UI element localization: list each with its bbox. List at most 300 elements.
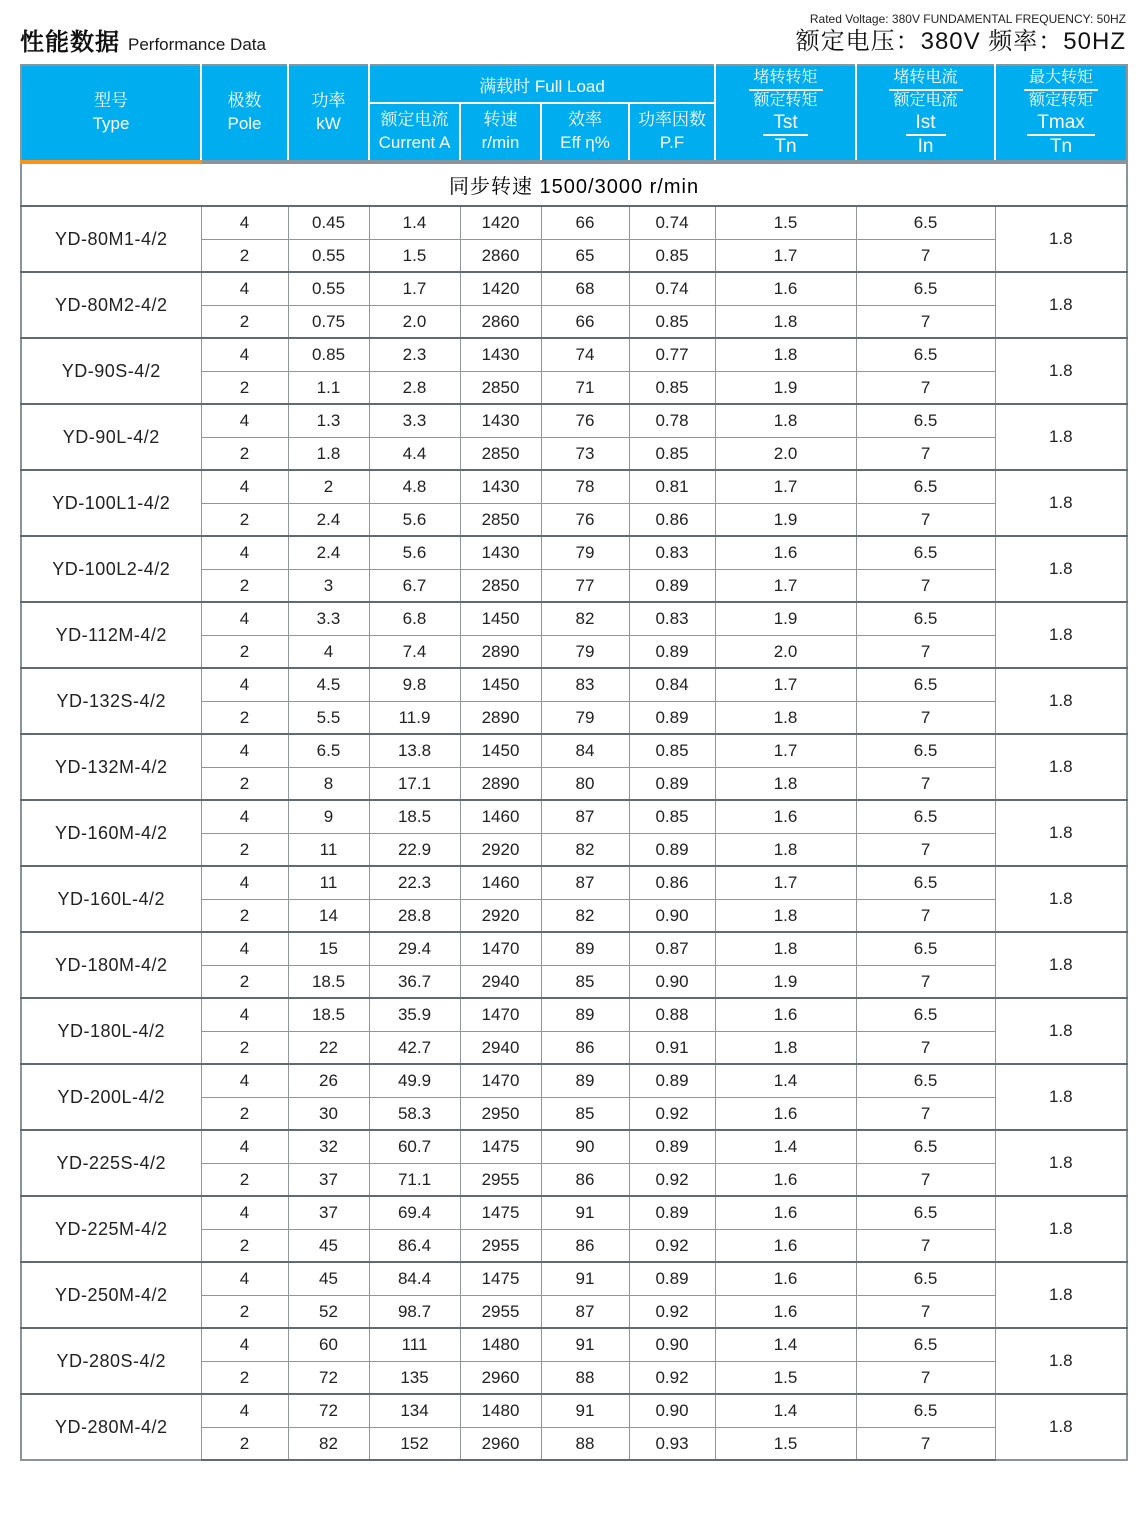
rpm-value: 2940 xyxy=(460,1031,541,1064)
pf-value: 0.89 xyxy=(629,1196,715,1229)
eff-value: 83 xyxy=(541,668,629,701)
tst-value: 1.8 xyxy=(715,404,856,437)
eff-value: 89 xyxy=(541,1064,629,1097)
eff-value: 66 xyxy=(541,305,629,338)
eff-value: 65 xyxy=(541,239,629,272)
kw-value: 4.5 xyxy=(288,668,369,701)
pole-value: 4 xyxy=(201,338,288,371)
current-value: 4.8 xyxy=(369,470,460,503)
model-row xyxy=(21,206,1127,239)
rpm-value: 1450 xyxy=(460,602,541,635)
rpm-value: 2955 xyxy=(460,1163,541,1196)
eff-value: 87 xyxy=(541,1295,629,1328)
pole-value: 2 xyxy=(201,239,288,272)
model-type: YD-160M-4/2 xyxy=(21,800,201,866)
ist-value: 7 xyxy=(856,503,995,536)
ist-value: 6.5 xyxy=(856,1130,995,1163)
page-title-zh: 性能数据 xyxy=(20,29,120,56)
header-tmax-num-zh: 最大转矩 xyxy=(1024,68,1098,91)
model-type: YD-132S-4/2 xyxy=(21,668,201,734)
ist-value: 7 xyxy=(856,965,995,998)
pf-value: 0.90 xyxy=(629,899,715,932)
model-type: YD-80M1-4/2 xyxy=(21,206,201,272)
pf-value: 0.86 xyxy=(629,866,715,899)
ist-value: 6.5 xyxy=(856,734,995,767)
model-type: YD-100L1-4/2 xyxy=(21,470,201,536)
model-row xyxy=(21,932,1127,965)
tmax-tn-value: 1.8 xyxy=(995,1394,1127,1460)
rpm-value: 1450 xyxy=(460,668,541,701)
header-tmax-den: Tn xyxy=(1049,136,1073,158)
kw-value: 2 xyxy=(288,470,369,503)
rpm-value: 2960 xyxy=(460,1361,541,1394)
pf-value: 0.92 xyxy=(629,1361,715,1394)
current-value: 1.4 xyxy=(369,206,460,239)
header-power-factor-en: P.F xyxy=(659,133,685,153)
header-pole-en: Pole xyxy=(227,114,262,134)
tmax-tn-value: 1.8 xyxy=(995,404,1127,470)
pole-value: 2 xyxy=(201,965,288,998)
ist-value: 7 xyxy=(856,701,995,734)
model-type: YD-132M-4/2 xyxy=(21,734,201,800)
current-value: 111 xyxy=(369,1328,460,1361)
pole-value: 4 xyxy=(201,734,288,767)
pf-value: 0.85 xyxy=(629,800,715,833)
pole-value: 2 xyxy=(201,899,288,932)
kw-value: 72 xyxy=(288,1394,369,1427)
kw-value: 3 xyxy=(288,569,369,602)
ist-value: 7 xyxy=(856,833,995,866)
eff-value: 90 xyxy=(541,1130,629,1163)
current-value: 7.4 xyxy=(369,635,460,668)
rpm-value: 1430 xyxy=(460,338,541,371)
pf-value: 0.84 xyxy=(629,668,715,701)
pole-value: 4 xyxy=(201,1262,288,1295)
rpm-value: 2860 xyxy=(460,239,541,272)
eff-value: 85 xyxy=(541,1097,629,1130)
header-tmax-tn xyxy=(995,65,1127,162)
tmax-tn-value: 1.8 xyxy=(995,668,1127,734)
tst-value: 1.8 xyxy=(715,767,856,800)
rated-voltage-line-en: Rated Voltage: 380V FUNDAMENTAL FREQUENCY: 50HZ xyxy=(809,12,1126,26)
tmax-tn-value: 1.8 xyxy=(995,998,1127,1064)
rpm-value: 2950 xyxy=(460,1097,541,1130)
pole-value: 2 xyxy=(201,1163,288,1196)
header-pole xyxy=(201,65,288,162)
rpm-value: 2920 xyxy=(460,899,541,932)
ist-value: 7 xyxy=(856,569,995,602)
pf-value: 0.89 xyxy=(629,1130,715,1163)
pf-value: 0.78 xyxy=(629,404,715,437)
tst-value: 1.9 xyxy=(715,503,856,536)
tmax-tn-value: 1.8 xyxy=(995,470,1127,536)
model-type: YD-280S-4/2 xyxy=(21,1328,201,1394)
pole-value: 4 xyxy=(201,206,288,239)
kw-value: 60 xyxy=(288,1328,369,1361)
current-value: 2.3 xyxy=(369,338,460,371)
tst-value: 1.6 xyxy=(715,998,856,1031)
tst-value: 1.6 xyxy=(715,272,856,305)
header-pole-zh: 极数 xyxy=(227,91,262,111)
eff-value: 91 xyxy=(541,1394,629,1427)
page-title-en: Performance Data xyxy=(128,35,266,54)
tst-value: 1.9 xyxy=(715,371,856,404)
rpm-value: 1460 xyxy=(460,800,541,833)
current-value: 9.8 xyxy=(369,668,460,701)
table-body xyxy=(21,162,1127,1460)
header-current xyxy=(369,103,460,162)
tst-value: 1.5 xyxy=(715,1427,856,1460)
header-tst-den-zh: 额定转矩 xyxy=(753,91,818,109)
pf-value: 0.83 xyxy=(629,536,715,569)
tst-value: 1.6 xyxy=(715,1229,856,1262)
tmax-tn-value: 1.8 xyxy=(995,1130,1127,1196)
ist-value: 6.5 xyxy=(856,206,995,239)
rpm-value: 2890 xyxy=(460,701,541,734)
eff-value: 82 xyxy=(541,602,629,635)
tst-value: 2.0 xyxy=(715,437,856,470)
ist-value: 7 xyxy=(856,1427,995,1460)
tmax-tn-value: 1.8 xyxy=(995,206,1127,272)
pf-value: 0.74 xyxy=(629,272,715,305)
eff-value: 87 xyxy=(541,866,629,899)
header-power-zh: 功率 xyxy=(311,91,346,111)
current-value: 18.5 xyxy=(369,800,460,833)
rpm-value: 2955 xyxy=(460,1229,541,1262)
eff-value: 89 xyxy=(541,932,629,965)
current-value: 58.3 xyxy=(369,1097,460,1130)
rpm-value: 1420 xyxy=(460,206,541,239)
model-type: YD-250M-4/2 xyxy=(21,1262,201,1328)
tmax-tn-value: 1.8 xyxy=(995,1196,1127,1262)
tst-value: 1.7 xyxy=(715,239,856,272)
pf-value: 0.89 xyxy=(629,635,715,668)
pole-value: 4 xyxy=(201,668,288,701)
ist-value: 6.5 xyxy=(856,932,995,965)
sync-speed-label: 同步转速 1500/3000 r/min xyxy=(21,162,1127,206)
pole-value: 4 xyxy=(201,1328,288,1361)
pf-value: 0.92 xyxy=(629,1229,715,1262)
kw-value: 37 xyxy=(288,1196,369,1229)
current-value: 86.4 xyxy=(369,1229,460,1262)
eff-value: 76 xyxy=(541,404,629,437)
header-efficiency-en: Eff η% xyxy=(560,133,610,153)
rpm-value: 1480 xyxy=(460,1394,541,1427)
header-ist-in xyxy=(856,65,995,162)
tst-value: 1.8 xyxy=(715,701,856,734)
header-power-factor-zh: 功率因数 xyxy=(638,110,707,130)
kw-value: 82 xyxy=(288,1427,369,1460)
tst-value: 1.7 xyxy=(715,866,856,899)
pf-value: 0.92 xyxy=(629,1295,715,1328)
header-tmax-num: Tmax xyxy=(1027,112,1095,137)
tmax-tn-value: 1.8 xyxy=(995,602,1127,668)
pf-value: 0.85 xyxy=(629,734,715,767)
rpm-value: 1450 xyxy=(460,734,541,767)
pole-value: 4 xyxy=(201,470,288,503)
kw-value: 1.1 xyxy=(288,371,369,404)
eff-value: 79 xyxy=(541,536,629,569)
pole-value: 4 xyxy=(201,404,288,437)
kw-value: 3.3 xyxy=(288,602,369,635)
current-value: 69.4 xyxy=(369,1196,460,1229)
kw-value: 0.85 xyxy=(288,338,369,371)
ist-value: 6.5 xyxy=(856,1328,995,1361)
eff-value: 79 xyxy=(541,635,629,668)
kw-value: 0.55 xyxy=(288,272,369,305)
model-row xyxy=(21,1262,1127,1295)
rpm-value: 1475 xyxy=(460,1130,541,1163)
model-row xyxy=(21,338,1127,371)
ist-value: 7 xyxy=(856,1163,995,1196)
kw-value: 9 xyxy=(288,800,369,833)
tst-value: 1.5 xyxy=(715,206,856,239)
current-value: 1.5 xyxy=(369,239,460,272)
ist-value: 7 xyxy=(856,305,995,338)
ist-value: 7 xyxy=(856,371,995,404)
rpm-value: 2850 xyxy=(460,503,541,536)
kw-value: 37 xyxy=(288,1163,369,1196)
model-type: YD-160L-4/2 xyxy=(21,866,201,932)
eff-value: 87 xyxy=(541,800,629,833)
tst-value: 1.8 xyxy=(715,833,856,866)
ist-value: 6.5 xyxy=(856,1196,995,1229)
header-tst-tn xyxy=(715,65,856,162)
model-row xyxy=(21,1130,1127,1163)
tst-value: 1.7 xyxy=(715,734,856,767)
header-speed-en: r/min xyxy=(481,133,520,153)
pole-value: 4 xyxy=(201,1394,288,1427)
header-efficiency xyxy=(541,103,629,162)
pole-value: 2 xyxy=(201,1295,288,1328)
pf-value: 0.74 xyxy=(629,206,715,239)
model-row xyxy=(21,668,1127,701)
model-type: YD-225M-4/2 xyxy=(21,1196,201,1262)
ist-value: 7 xyxy=(856,437,995,470)
pf-value: 0.89 xyxy=(629,1262,715,1295)
pole-value: 2 xyxy=(201,833,288,866)
current-value: 135 xyxy=(369,1361,460,1394)
model-row xyxy=(21,866,1127,899)
rpm-value: 2940 xyxy=(460,965,541,998)
model-row xyxy=(21,602,1127,635)
tmax-tn-value: 1.8 xyxy=(995,272,1127,338)
model-row xyxy=(21,272,1127,305)
kw-value: 2.4 xyxy=(288,503,369,536)
rpm-value: 2890 xyxy=(460,767,541,800)
current-value: 29.4 xyxy=(369,932,460,965)
kw-value: 2.4 xyxy=(288,536,369,569)
header-ist-den: In xyxy=(917,136,934,158)
kw-value: 0.75 xyxy=(288,305,369,338)
rated-voltage-block xyxy=(796,12,1126,57)
header-type xyxy=(21,65,201,162)
current-value: 22.3 xyxy=(369,866,460,899)
rpm-value: 1430 xyxy=(460,404,541,437)
pf-value: 0.92 xyxy=(629,1163,715,1196)
pf-value: 0.85 xyxy=(629,437,715,470)
tst-value: 1.6 xyxy=(715,536,856,569)
pole-value: 2 xyxy=(201,1427,288,1460)
header-ist-num-zh: 堵转电流 xyxy=(889,68,963,91)
kw-value: 11 xyxy=(288,833,369,866)
tmax-tn-value: 1.8 xyxy=(995,932,1127,998)
pf-value: 0.90 xyxy=(629,1328,715,1361)
pole-value: 2 xyxy=(201,371,288,404)
kw-value: 22 xyxy=(288,1031,369,1064)
kw-value: 30 xyxy=(288,1097,369,1130)
rpm-value: 1420 xyxy=(460,272,541,305)
ist-value: 7 xyxy=(856,635,995,668)
pole-value: 2 xyxy=(201,437,288,470)
header-current-en: Current A xyxy=(378,133,451,153)
rpm-value: 2850 xyxy=(460,569,541,602)
current-value: 22.9 xyxy=(369,833,460,866)
kw-value: 45 xyxy=(288,1229,369,1262)
ist-value: 7 xyxy=(856,239,995,272)
rpm-value: 1475 xyxy=(460,1196,541,1229)
model-row xyxy=(21,998,1127,1031)
kw-value: 1.3 xyxy=(288,404,369,437)
eff-value: 91 xyxy=(541,1196,629,1229)
current-value: 1.7 xyxy=(369,272,460,305)
eff-value: 91 xyxy=(541,1328,629,1361)
current-value: 4.4 xyxy=(369,437,460,470)
rpm-value: 2860 xyxy=(460,305,541,338)
current-value: 36.7 xyxy=(369,965,460,998)
eff-value: 80 xyxy=(541,767,629,800)
rpm-value: 1480 xyxy=(460,1328,541,1361)
eff-value: 85 xyxy=(541,965,629,998)
tst-value: 1.4 xyxy=(715,1064,856,1097)
eff-value: 84 xyxy=(541,734,629,767)
pole-value: 4 xyxy=(201,1064,288,1097)
eff-value: 82 xyxy=(541,833,629,866)
model-type: YD-180M-4/2 xyxy=(21,932,201,998)
header-tst-num: Tst xyxy=(763,112,807,137)
rpm-value: 1460 xyxy=(460,866,541,899)
ist-value: 6.5 xyxy=(856,1262,995,1295)
eff-value: 86 xyxy=(541,1163,629,1196)
tst-value: 1.6 xyxy=(715,1262,856,1295)
eff-value: 71 xyxy=(541,371,629,404)
ist-value: 6.5 xyxy=(856,998,995,1031)
pole-value: 2 xyxy=(201,635,288,668)
header-tst-den: Tn xyxy=(774,136,797,158)
current-value: 152 xyxy=(369,1427,460,1460)
kw-value: 0.55 xyxy=(288,239,369,272)
tst-value: 1.9 xyxy=(715,965,856,998)
header-tmax-den-zh: 额定转矩 xyxy=(1029,91,1094,109)
ist-value: 6.5 xyxy=(856,668,995,701)
current-value: 28.8 xyxy=(369,899,460,932)
kw-value: 0.45 xyxy=(288,206,369,239)
current-value: 6.8 xyxy=(369,602,460,635)
eff-value: 89 xyxy=(541,998,629,1031)
ist-value: 7 xyxy=(856,1031,995,1064)
page-title xyxy=(20,22,266,57)
current-value: 60.7 xyxy=(369,1130,460,1163)
kw-value: 72 xyxy=(288,1361,369,1394)
tst-value: 1.6 xyxy=(715,800,856,833)
ist-value: 6.5 xyxy=(856,1394,995,1427)
rpm-value: 2890 xyxy=(460,635,541,668)
eff-value: 91 xyxy=(541,1262,629,1295)
pole-value: 4 xyxy=(201,800,288,833)
model-row xyxy=(21,404,1127,437)
pole-value: 4 xyxy=(201,1196,288,1229)
table-header xyxy=(21,65,1127,162)
model-type: YD-280M-4/2 xyxy=(21,1394,201,1460)
pf-value: 0.89 xyxy=(629,833,715,866)
model-type: YD-112M-4/2 xyxy=(21,602,201,668)
tmax-tn-value: 1.8 xyxy=(995,338,1127,404)
tst-value: 1.8 xyxy=(715,1031,856,1064)
pf-value: 0.91 xyxy=(629,1031,715,1064)
rpm-value: 1430 xyxy=(460,536,541,569)
model-row xyxy=(21,734,1127,767)
header-efficiency-zh: 效率 xyxy=(568,110,602,130)
header-speed xyxy=(460,103,541,162)
pf-value: 0.86 xyxy=(629,503,715,536)
kw-value: 26 xyxy=(288,1064,369,1097)
eff-value: 68 xyxy=(541,272,629,305)
current-value: 13.8 xyxy=(369,734,460,767)
ist-value: 7 xyxy=(856,1295,995,1328)
pole-value: 2 xyxy=(201,701,288,734)
rpm-value: 2955 xyxy=(460,1295,541,1328)
pole-value: 2 xyxy=(201,1031,288,1064)
eff-value: 79 xyxy=(541,701,629,734)
eff-value: 78 xyxy=(541,470,629,503)
tst-value: 1.9 xyxy=(715,602,856,635)
ist-value: 7 xyxy=(856,767,995,800)
current-value: 134 xyxy=(369,1394,460,1427)
page-header xyxy=(0,0,1146,64)
ist-value: 6.5 xyxy=(856,536,995,569)
kw-value: 32 xyxy=(288,1130,369,1163)
ist-value: 7 xyxy=(856,1229,995,1262)
model-row xyxy=(21,536,1127,569)
pf-value: 0.85 xyxy=(629,371,715,404)
rpm-value: 1470 xyxy=(460,1064,541,1097)
tst-value: 1.4 xyxy=(715,1394,856,1427)
pf-value: 0.89 xyxy=(629,569,715,602)
header-ist-den-zh: 额定电流 xyxy=(893,91,958,109)
eff-value: 86 xyxy=(541,1229,629,1262)
tst-value: 1.7 xyxy=(715,470,856,503)
eff-value: 88 xyxy=(541,1361,629,1394)
tst-value: 1.6 xyxy=(715,1196,856,1229)
rpm-value: 1470 xyxy=(460,932,541,965)
pf-value: 0.93 xyxy=(629,1427,715,1460)
eff-value: 76 xyxy=(541,503,629,536)
model-row xyxy=(21,1328,1127,1361)
model-type: YD-80M2-4/2 xyxy=(21,272,201,338)
tst-value: 1.4 xyxy=(715,1328,856,1361)
pole-value: 4 xyxy=(201,272,288,305)
model-row xyxy=(21,1196,1127,1229)
pole-value: 4 xyxy=(201,932,288,965)
model-type: YD-90L-4/2 xyxy=(21,404,201,470)
model-row xyxy=(21,1064,1127,1097)
tst-value: 2.0 xyxy=(715,635,856,668)
current-value: 42.7 xyxy=(369,1031,460,1064)
eff-value: 88 xyxy=(541,1427,629,1460)
model-type: YD-90S-4/2 xyxy=(21,338,201,404)
eff-value: 74 xyxy=(541,338,629,371)
pole-value: 2 xyxy=(201,503,288,536)
